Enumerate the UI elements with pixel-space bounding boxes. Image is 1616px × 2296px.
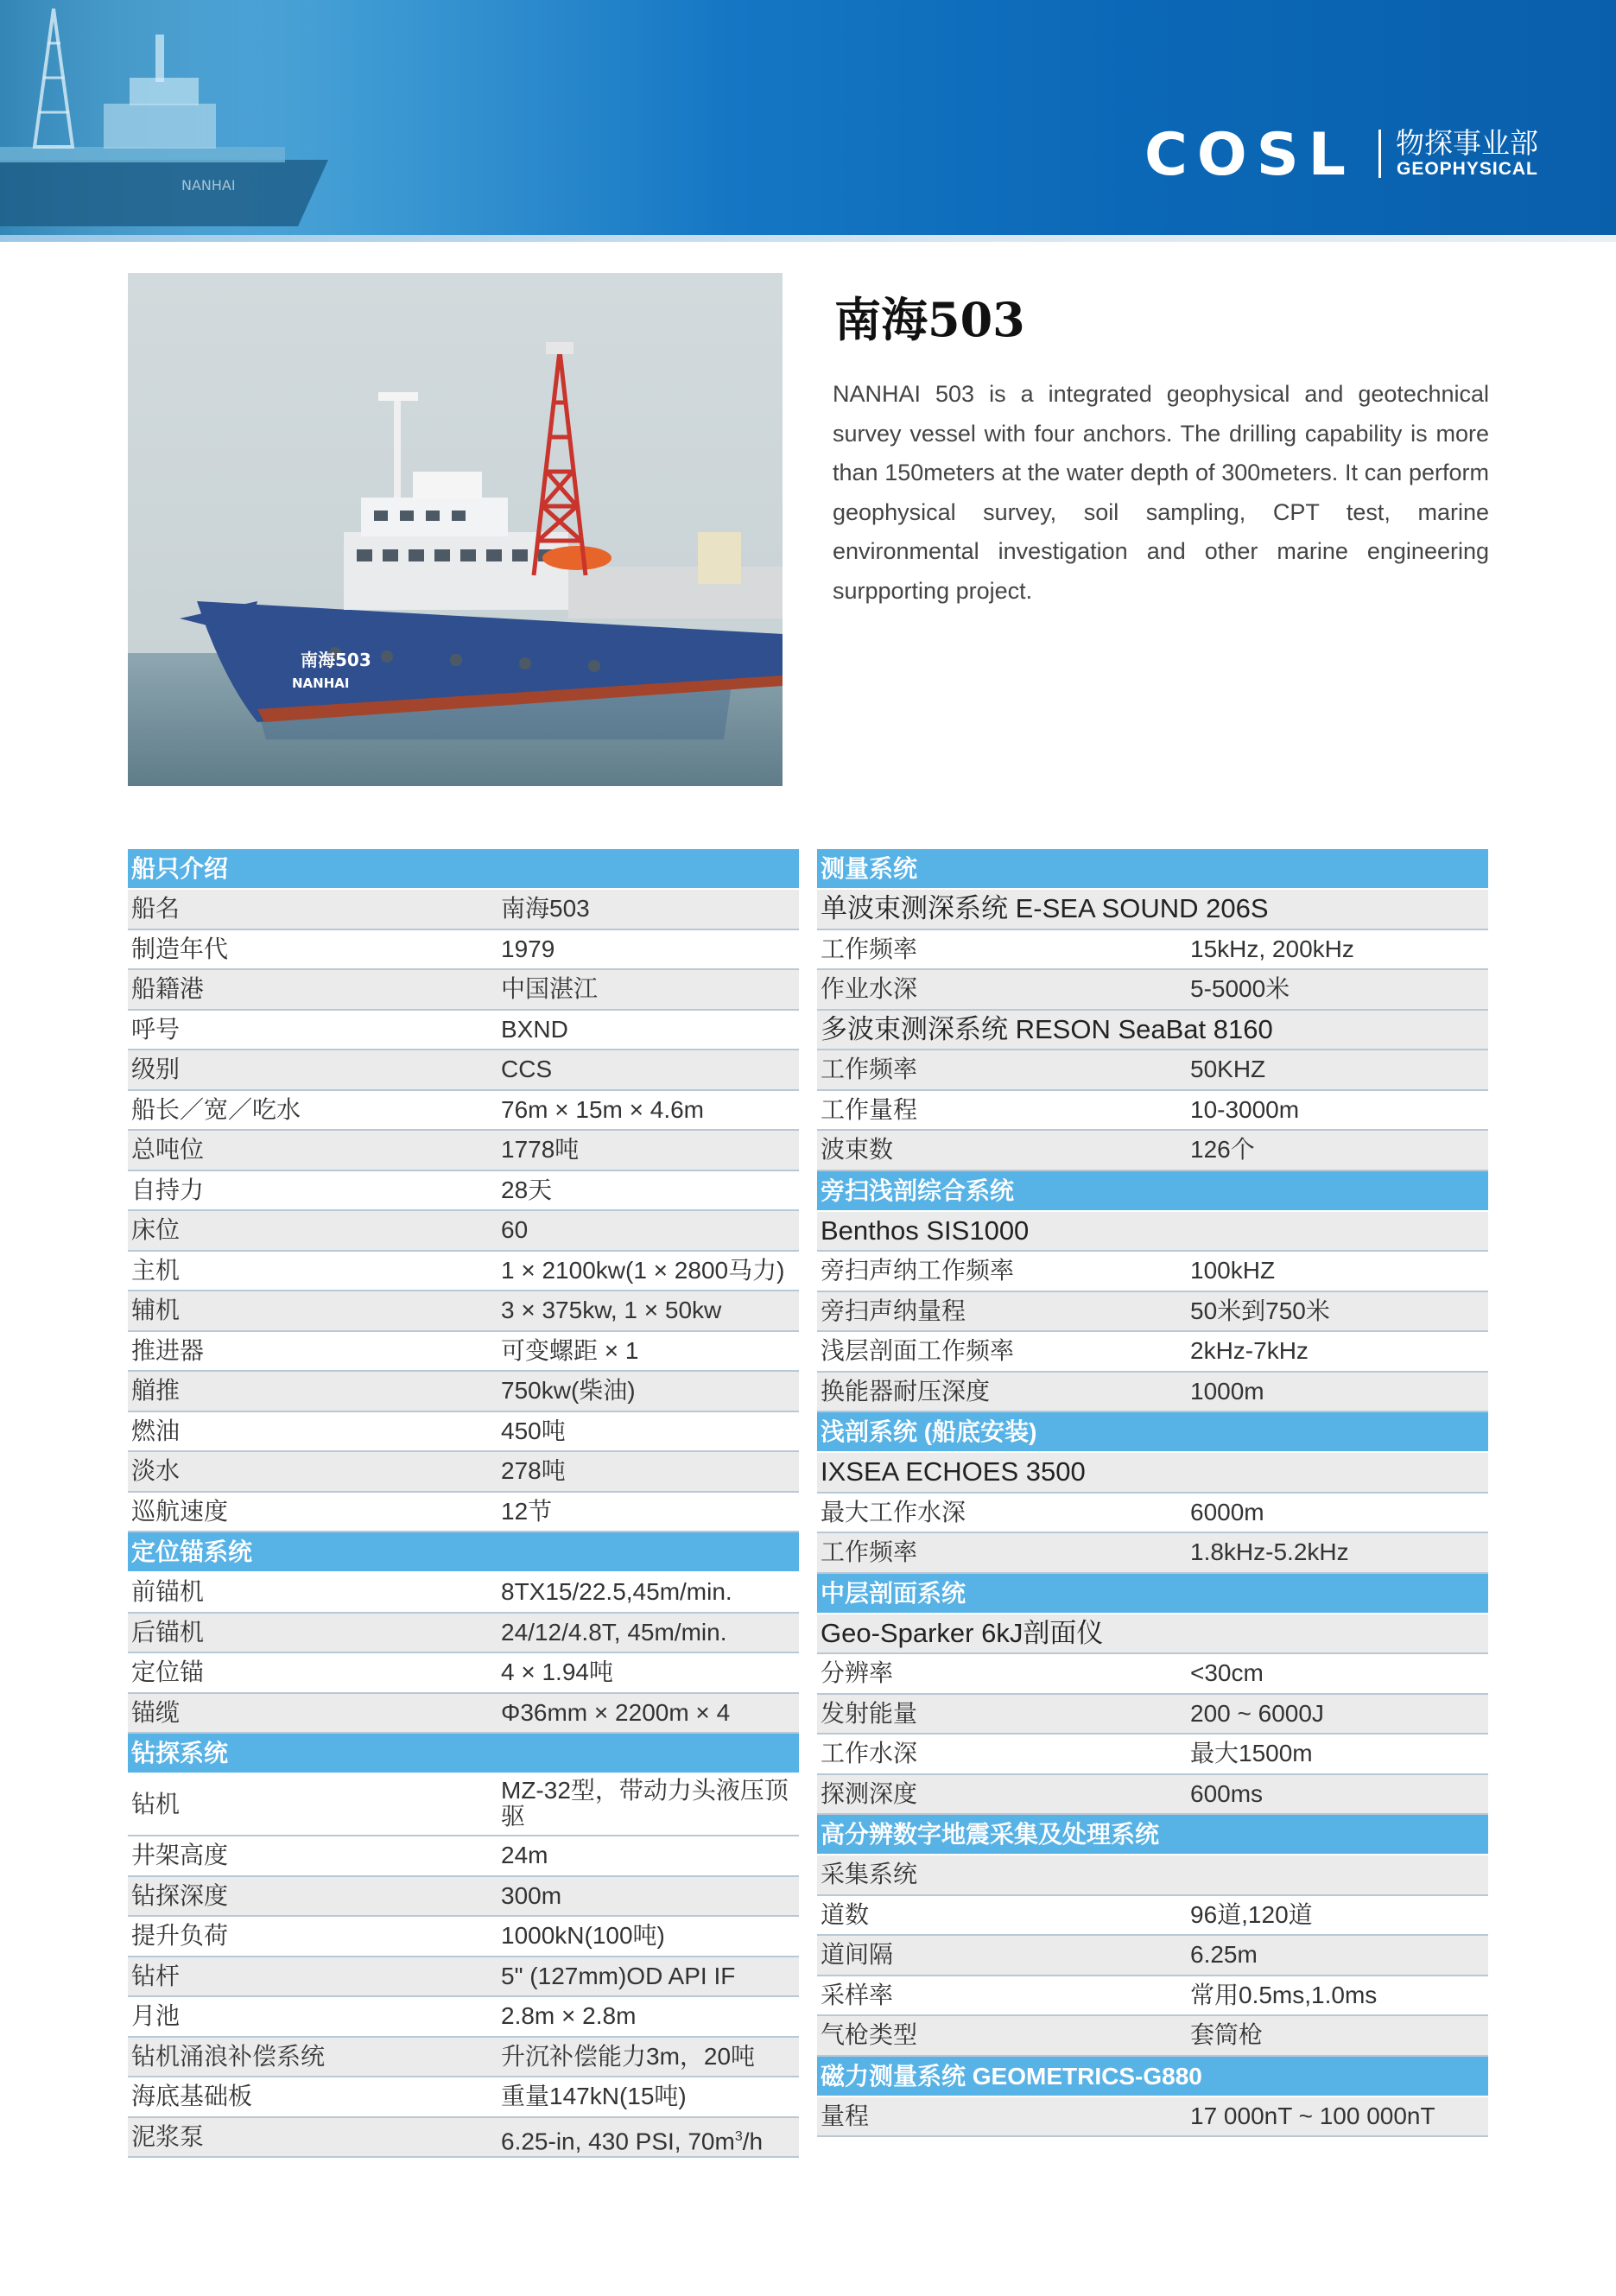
- spec-row: [128, 1131, 799, 1171]
- spec-row: [128, 1614, 799, 1654]
- spec-value: 8TX15/22.5,45m/min.: [501, 1578, 732, 1605]
- left-spec-table: [128, 849, 799, 2158]
- spec-label: 井架高度: [131, 1842, 229, 1868]
- spec-label: 呼号: [131, 1015, 181, 1043]
- spec-label: 探测深度: [821, 1779, 918, 1807]
- spec-label: 自持力: [131, 1176, 205, 1203]
- spec-value: 1979: [501, 935, 555, 962]
- spec-label: Geo-Sparker 6kJ剖面仪: [821, 1617, 1104, 1648]
- subsection-title: [817, 1212, 1488, 1253]
- spec-label: 换能器耐压深度: [821, 1377, 991, 1405]
- spec-label: 采样率: [821, 1981, 894, 2008]
- spec-value: 南海503: [501, 895, 590, 922]
- spec-label: 月池: [131, 2002, 181, 2029]
- division-name-en: GEOPHYSICAL: [1397, 159, 1538, 179]
- spec-row: [128, 970, 799, 1011]
- spec-row: [817, 1494, 1488, 1534]
- spec-label: 钻机: [131, 1791, 181, 1817]
- spec-value: 2.8m × 2.8m: [501, 2002, 637, 2029]
- spec-label: 工作频率: [821, 1538, 918, 1565]
- spec-label: 旁扫声纳工作频率: [821, 1257, 1015, 1284]
- spec-value: 1000kN(100吨): [501, 1922, 665, 1949]
- spec-row: [817, 970, 1488, 1011]
- spec-value: 最大1500m: [1190, 1740, 1313, 1766]
- spec-row: [128, 1452, 799, 1493]
- spec-value: 1778吨: [501, 1136, 580, 1163]
- spec-label: 工作频率: [821, 1056, 918, 1082]
- spec-label: 主机: [131, 1256, 181, 1284]
- spec-value: 126个: [1190, 1136, 1255, 1163]
- spec-row: [128, 1997, 799, 2038]
- spec-value: 100kHZ: [1190, 1257, 1276, 1284]
- subsection-title: [817, 1855, 1488, 1896]
- spec-label: 最大工作水深: [821, 1498, 966, 1525]
- spec-row: [817, 1292, 1488, 1333]
- subsection-title: [817, 890, 1488, 930]
- spec-row: [128, 1573, 799, 1614]
- spec-label: 单波束测深系统 E-SEA SOUND 206S: [821, 893, 1269, 923]
- spec-value: 6.25-in, 430 PSI, $70m^3/h$: [501, 2127, 764, 2154]
- spec-value: 10-3000m: [1190, 1095, 1300, 1123]
- spec-row: [817, 1896, 1488, 1937]
- spec-row: [128, 1836, 799, 1877]
- spec-value: 17 000nT ~ 100 000nT: [1190, 2102, 1435, 2129]
- spec-row: [817, 930, 1488, 971]
- spec-label: 淡水: [131, 1457, 181, 1484]
- spec-label: Benthos SIS1000: [821, 1215, 1030, 1246]
- spec-label: 气枪类型: [821, 2021, 918, 2048]
- section-title: 浅剖系统 (船底安装): [821, 1418, 1037, 1445]
- spec-row: [817, 1695, 1488, 1735]
- spec-row: [128, 1493, 799, 1533]
- vessel-photo: [128, 273, 783, 786]
- spec-row: [128, 1653, 799, 1694]
- spec-label: 旁扫声纳量程: [821, 1297, 966, 1324]
- spec-value: 1000m: [1190, 1377, 1264, 1405]
- spec-label: 辅机: [131, 1297, 181, 1323]
- spec-label: 提升负荷: [131, 1922, 229, 1949]
- spec-row: [128, 1171, 799, 1212]
- section-title: 钻探系统: [131, 1740, 229, 1766]
- spec-value: 3 × 375kw, 1 × 50kw: [501, 1297, 722, 1323]
- spec-label: 工作频率: [821, 935, 918, 962]
- section-header: [128, 849, 799, 890]
- spec-label: IXSEA ECHOES 3500: [821, 1456, 1086, 1487]
- spec-value: 300m: [501, 1881, 562, 1909]
- spec-label: 工作量程: [821, 1095, 918, 1123]
- spec-label: 作业水深: [821, 975, 918, 1002]
- section-title: 旁扫浅剖综合系统: [821, 1177, 1015, 1204]
- spec-label: 浅层剖面工作频率: [821, 1337, 1015, 1364]
- unit-suffix: /h: [742, 2127, 764, 2154]
- spec-row: [128, 1917, 799, 1957]
- spec-label: 巡航速度: [131, 1497, 229, 1525]
- spec-value: 50KHZ: [1190, 1056, 1266, 1082]
- spec-value: 常用0.5ms,1.0ms: [1190, 1981, 1378, 2008]
- spec-value: 5-5000米: [1190, 975, 1290, 1002]
- spec-label: 制造年代: [131, 935, 229, 962]
- spec-row: [128, 890, 799, 930]
- spec-row: [817, 1654, 1488, 1695]
- spec-value: 76m × 15m × 4.6m: [501, 1095, 705, 1123]
- spec-value: 升沉补偿能力3m，20吨: [501, 2042, 756, 2070]
- spec-label: 前锚机: [131, 1578, 205, 1605]
- section-title: 定位锚系统: [131, 1538, 253, 1565]
- banner-divider-strip: [0, 235, 1616, 242]
- spec-value: 4 × 1.94吨: [501, 1659, 613, 1685]
- spec-label: 发射能量: [821, 1699, 918, 1727]
- spec-row: [128, 1412, 799, 1453]
- spec-value: 15kHz, 200kHz: [1190, 935, 1354, 962]
- spec-label: 采集系统: [821, 1861, 918, 1887]
- spec-row: [128, 1332, 799, 1373]
- spec-row: [817, 1373, 1488, 1413]
- section-title: 中层剖面系统: [821, 1579, 966, 1607]
- spec-label: 量程: [821, 2102, 870, 2129]
- spec-label: 后锚机: [131, 1618, 205, 1646]
- spec-value: 24/12/4.8T, 45m/min.: [501, 1618, 727, 1646]
- spec-row: [128, 1957, 799, 1998]
- right-spec-table: [817, 849, 1488, 2137]
- spec-label: 船长／宽／吃水: [131, 1095, 301, 1123]
- spec-label: 锚缆: [131, 1698, 181, 1726]
- spec-value: 278吨: [501, 1457, 566, 1484]
- spec-row: [128, 1694, 799, 1735]
- spec-label: 推进器: [131, 1336, 205, 1364]
- spec-value: 24m: [501, 1842, 548, 1868]
- spec-label: 总吨位: [131, 1136, 205, 1163]
- spec-label: 工作水深: [821, 1740, 918, 1766]
- spec-label: 定位锚: [131, 1659, 205, 1685]
- spec-label: 钻机涌浪补偿系统: [131, 2042, 326, 2070]
- svg-text:NANHAI: NANHAI: [181, 177, 236, 193]
- spec-value: <30cm: [1190, 1659, 1264, 1686]
- section-title: 高分辨数字地震采集及处理系统: [821, 1821, 1160, 1848]
- section-title: 船只介绍: [131, 855, 229, 882]
- spec-value: 可变螺距 × 1: [501, 1336, 639, 1364]
- spec-row: [128, 1050, 799, 1091]
- spec-value: 重量147kN(15吨): [501, 2083, 687, 2109]
- section-header: [817, 1171, 1488, 1212]
- spec-label: 级别: [131, 1056, 181, 1082]
- spec-label: 床位: [131, 1216, 181, 1243]
- section-title: 磁力测量系统 GEOMETRICS-G880: [821, 2062, 1202, 2090]
- spec-value: Φ36mm × 2200m × 4: [501, 1698, 731, 1726]
- spec-label: 钻杆: [131, 1962, 181, 1989]
- spec-row: [817, 1091, 1488, 1132]
- spec-row: [817, 1533, 1488, 1574]
- spec-label: 分辨率: [821, 1659, 894, 1686]
- spec-value: 28天: [501, 1176, 553, 1203]
- spec-value: 1.8kHz-5.2kHz: [1190, 1538, 1349, 1565]
- spec-value: 450吨: [501, 1417, 566, 1444]
- banner-ship-image: [0, 0, 397, 235]
- spec-value: 12节: [501, 1497, 553, 1525]
- spec-row: [128, 1774, 799, 1836]
- spec-value: 50米到750米: [1190, 1297, 1330, 1324]
- section-header: [128, 1734, 799, 1774]
- spec-row: [817, 1131, 1488, 1171]
- logo-divider: [1378, 130, 1381, 178]
- spec-label: 燃油: [131, 1417, 181, 1444]
- vessel-description: NANHAI 503 is a integrated geophysical and geotechnical survey vessel with four anchors. The drilling capability is more than 150meters at the water depth of 300meters. It can perform geophysical survey, soil sampling, CPT test, marine environmental investigation and other marine engineering surpporting project.: [833, 381, 1489, 604]
- spec-value: BXND: [501, 1015, 568, 1043]
- vessel-title: 南海503: [834, 292, 1025, 347]
- spec-row: [817, 2097, 1488, 2138]
- spec-value: 6000m: [1190, 1498, 1264, 1525]
- spec-value: 5" (127mm)OD API IF: [501, 1962, 736, 1989]
- spec-value: 750kw(柴油): [501, 1377, 636, 1404]
- subsection-title: [817, 1453, 1488, 1494]
- spec-value: 60: [501, 1216, 529, 1243]
- spec-row: [817, 1775, 1488, 1816]
- spec-row: [817, 1936, 1488, 1976]
- spec-value: CCS: [501, 1056, 553, 1082]
- spec-value: 6.25m: [1190, 1941, 1258, 1968]
- spec-row: [817, 1976, 1488, 2017]
- superscript: 3: [734, 2128, 743, 2144]
- spec-row: [128, 1877, 799, 1918]
- subsection-title: [817, 1011, 1488, 1051]
- spec-value: 600ms: [1190, 1779, 1264, 1807]
- spec-row: [128, 1211, 799, 1252]
- section-header: [817, 1412, 1488, 1453]
- spec-value: 200 ~ 6000J: [1190, 1699, 1324, 1727]
- spec-row: [817, 2016, 1488, 2057]
- spec-label: 泥浆泵: [131, 2122, 205, 2150]
- spec-label: 道间隔: [821, 1941, 894, 1968]
- spec-row: [128, 1291, 799, 1332]
- spec-label: 道数: [821, 1900, 870, 1928]
- spec-value: 1 × 2100kw(1 × 2800马力): [501, 1256, 785, 1284]
- spec-label: 艏推: [131, 1377, 181, 1404]
- section-header: [128, 1532, 799, 1573]
- header-banner: [0, 0, 1616, 235]
- spec-row: [128, 930, 799, 971]
- spec-row: [128, 1011, 799, 1051]
- spec-label: 波束数: [821, 1136, 894, 1163]
- section-title: 测量系统: [821, 855, 918, 882]
- hull-name-en-text: NANHAI: [292, 675, 350, 691]
- spec-label: 多波束测深系统 RESON SeaBat 8160: [821, 1013, 1273, 1044]
- spec-value: 96道,120道: [1190, 1900, 1313, 1928]
- spec-label: 海底基础板: [131, 2083, 253, 2109]
- spec-row: [128, 2118, 799, 2159]
- spec-value: 中国湛江: [501, 975, 599, 1002]
- spec-row: [128, 1252, 799, 1292]
- spec-row: [128, 1372, 799, 1412]
- spec-value: 2kHz-7kHz: [1190, 1337, 1309, 1364]
- hull-name-text: 南海503: [301, 650, 371, 670]
- spec-row: [817, 1735, 1488, 1775]
- spec-row: [817, 1332, 1488, 1373]
- spec-value: 套筒枪: [1190, 2021, 1264, 2048]
- section-header: [817, 1574, 1488, 1614]
- section-header: [817, 849, 1488, 890]
- section-header: [817, 1815, 1488, 1855]
- spec-label: 钻探深度: [131, 1881, 229, 1909]
- spec-label: 船名: [131, 895, 181, 922]
- spec-value: MZ-32型，带动力头液压顶驱: [501, 1777, 789, 1830]
- spec-row: [817, 1252, 1488, 1292]
- spec-row: [128, 1091, 799, 1132]
- subsection-title: [817, 1614, 1488, 1655]
- spec-row: [128, 2038, 799, 2078]
- division-name-cn: 物探事业部: [1396, 127, 1538, 159]
- spec-row: [128, 2077, 799, 2118]
- spec-row: [817, 1050, 1488, 1091]
- spec-label: 船籍港: [131, 975, 205, 1002]
- section-header: [817, 2057, 1488, 2097]
- cosl-logo: COSL: [1144, 121, 1356, 189]
